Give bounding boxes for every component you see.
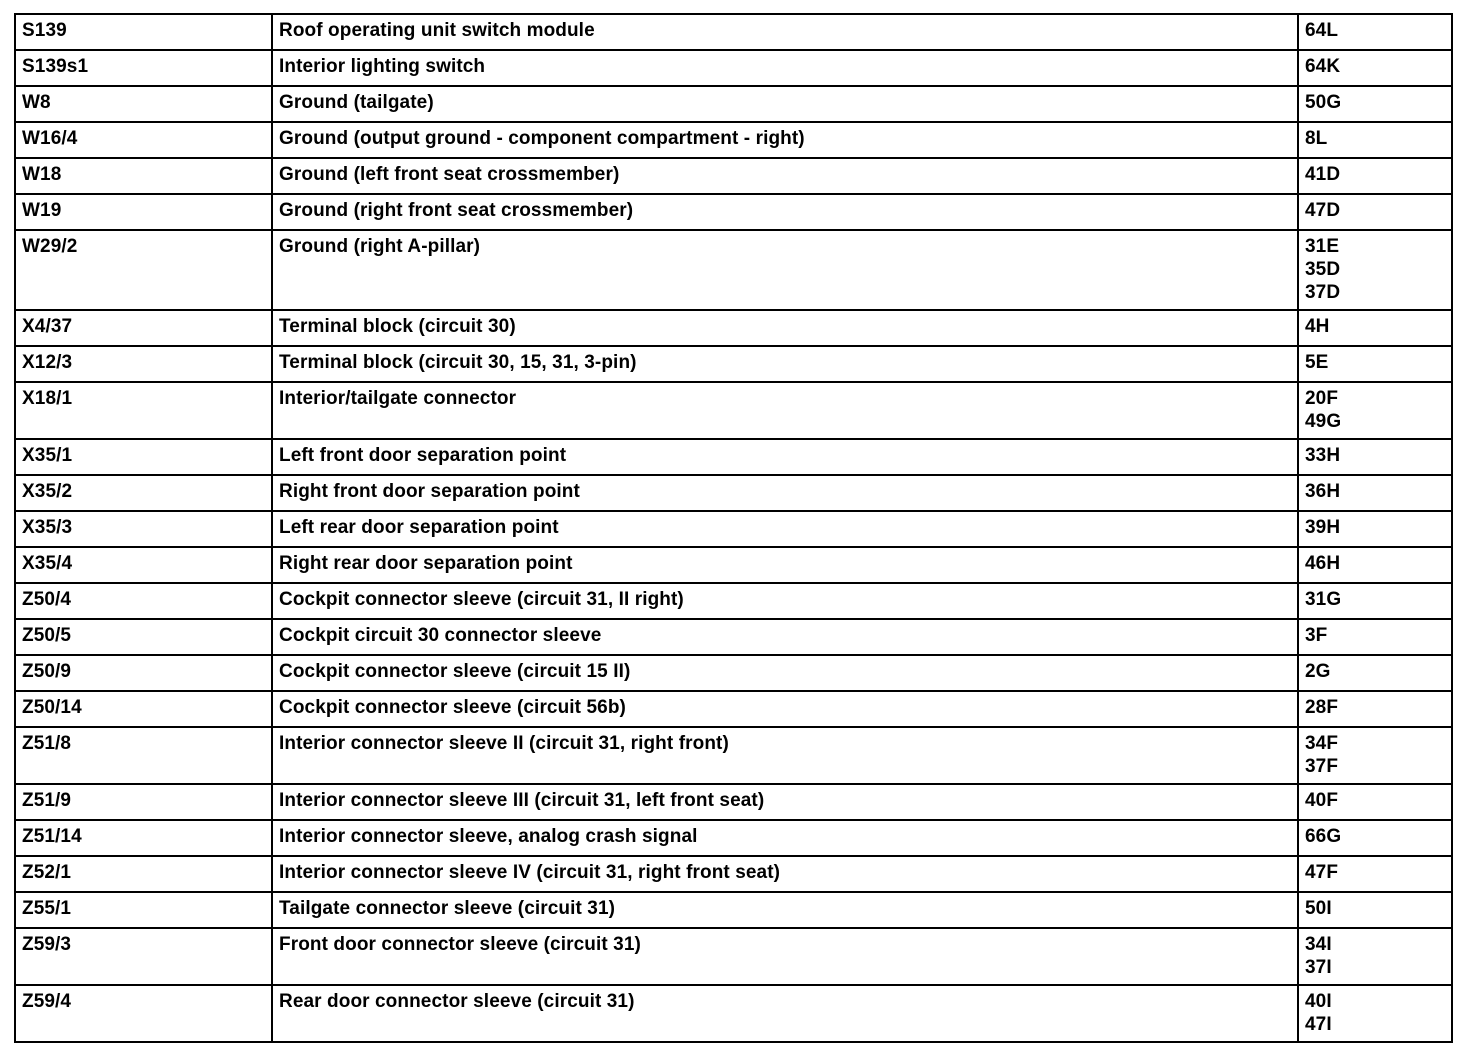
table-row (15, 230, 1452, 310)
grid-reference: 33H (1305, 445, 1341, 466)
component-description-cell: Ground (left front seat crossmember) (272, 158, 1298, 194)
component-code-cell: Z52/1 (15, 856, 272, 892)
grid-reference: 46H (1305, 553, 1341, 574)
grid-reference-cell (1298, 784, 1452, 820)
grid-reference: 2G (1305, 661, 1331, 682)
component-code-cell: Z50/9 (15, 655, 272, 691)
table-row (15, 892, 1452, 928)
grid-reference-cell (1298, 691, 1452, 727)
table-row (15, 619, 1452, 655)
grid-reference-cell (1298, 230, 1452, 310)
component-code-cell: W16/4 (15, 122, 272, 158)
component-code-cell: W18 (15, 158, 272, 194)
component-code-cell: X12/3 (15, 346, 272, 382)
table-row (15, 122, 1452, 158)
grid-reference: 64L (1305, 20, 1339, 41)
table-row (15, 547, 1452, 583)
grid-reference: 3F (1305, 625, 1328, 646)
grid-reference: 50G (1305, 92, 1342, 113)
table-row (15, 928, 1452, 985)
table-row (15, 856, 1452, 892)
grid-reference-cell (1298, 310, 1452, 346)
grid-reference-cell (1298, 346, 1452, 382)
component-description-cell: Rear door connector sleeve (circuit 31) (272, 985, 1298, 1042)
table-row (15, 985, 1452, 1042)
grid-reference-cell (1298, 820, 1452, 856)
grid-reference-cell (1298, 382, 1452, 439)
component-description-cell: Terminal block (circuit 30) (272, 310, 1298, 346)
component-code-cell: W29/2 (15, 230, 272, 310)
component-description-cell: Cockpit circuit 30 connector sleeve (272, 619, 1298, 655)
grid-reference-cell (1298, 985, 1452, 1042)
component-code-cell: S139s1 (15, 50, 272, 86)
grid-reference: 47F (1305, 862, 1339, 883)
component-code-cell: Z51/9 (15, 784, 272, 820)
grid-reference: 4H (1305, 316, 1330, 337)
component-code-cell: Z50/5 (15, 619, 272, 655)
grid-reference-cell (1298, 928, 1452, 985)
grid-reference: 34I (1305, 934, 1332, 955)
component-description-cell: Interior connector sleeve II (circuit 31, right front) (272, 727, 1298, 784)
component-description-cell: Ground (right A-pillar) (272, 230, 1298, 310)
component-code-cell: X35/2 (15, 475, 272, 511)
component-description-cell: Interior lighting switch (272, 50, 1298, 86)
grid-reference-cell (1298, 727, 1452, 784)
component-description-cell: Interior connector sleeve III (circuit 31, left front seat) (272, 784, 1298, 820)
table-row (15, 439, 1452, 475)
table-row (15, 382, 1452, 439)
grid-reference-cell (1298, 194, 1452, 230)
table-row (15, 655, 1452, 691)
table-row (15, 727, 1452, 784)
component-description-cell: Ground (tailgate) (272, 86, 1298, 122)
grid-reference-cell (1298, 619, 1452, 655)
component-description-cell: Cockpit connector sleeve (circuit 31, II right) (272, 583, 1298, 619)
grid-reference: 35D (1305, 259, 1341, 280)
component-description-cell: Left front door separation point (272, 439, 1298, 475)
component-code-cell: Z59/3 (15, 928, 272, 985)
grid-reference: 28F (1305, 697, 1339, 718)
grid-reference: 31G (1305, 589, 1342, 610)
table-row (15, 691, 1452, 727)
grid-reference-cell (1298, 439, 1452, 475)
component-description-cell: Cockpit connector sleeve (circuit 15 II) (272, 655, 1298, 691)
component-description-cell: Tailgate connector sleeve (circuit 31) (272, 892, 1298, 928)
grid-reference: 41D (1305, 164, 1341, 185)
grid-reference: 66G (1305, 826, 1342, 847)
grid-reference: 20F (1305, 388, 1339, 409)
component-description-cell: Interior connector sleeve, analog crash signal (272, 820, 1298, 856)
table-row (15, 784, 1452, 820)
grid-reference: 50I (1305, 898, 1332, 919)
grid-reference: 37I (1305, 957, 1332, 978)
table-row (15, 14, 1452, 50)
component-description-cell: Terminal block (circuit 30, 15, 31, 3-pin) (272, 346, 1298, 382)
component-code-cell: Z50/4 (15, 583, 272, 619)
component-description-cell: Roof operating unit switch module (272, 14, 1298, 50)
component-description-cell: Right rear door separation point (272, 547, 1298, 583)
grid-reference: 36H (1305, 481, 1341, 502)
grid-reference: 5E (1305, 352, 1329, 373)
grid-reference: 47D (1305, 200, 1341, 221)
grid-reference-cell (1298, 511, 1452, 547)
component-code-cell: Z55/1 (15, 892, 272, 928)
grid-reference-cell (1298, 547, 1452, 583)
component-code-cell: X35/4 (15, 547, 272, 583)
grid-reference-cell (1298, 583, 1452, 619)
grid-reference-cell (1298, 14, 1452, 50)
component-code-cell: S139 (15, 14, 272, 50)
table-row (15, 86, 1452, 122)
component-code-cell: X35/1 (15, 439, 272, 475)
component-description-cell: Cockpit connector sleeve (circuit 56b) (272, 691, 1298, 727)
component-description-cell: Left rear door separation point (272, 511, 1298, 547)
grid-reference: 40I (1305, 991, 1332, 1012)
grid-reference: 8L (1305, 128, 1328, 149)
grid-reference-cell (1298, 50, 1452, 86)
table-row (15, 346, 1452, 382)
table-row (15, 820, 1452, 856)
component-description-cell: Ground (right front seat crossmember) (272, 194, 1298, 230)
component-code-cell: X4/37 (15, 310, 272, 346)
component-code-cell: W8 (15, 86, 272, 122)
grid-reference: 40F (1305, 790, 1339, 811)
table-row (15, 511, 1452, 547)
component-code-cell: Z59/4 (15, 985, 272, 1042)
grid-reference: 37F (1305, 756, 1339, 777)
grid-reference: 47I (1305, 1014, 1332, 1035)
table-body (15, 14, 1452, 1042)
component-description-cell: Interior connector sleeve IV (circuit 31, right front seat) (272, 856, 1298, 892)
component-code-cell: W19 (15, 194, 272, 230)
grid-reference-cell (1298, 158, 1452, 194)
grid-reference-cell (1298, 856, 1452, 892)
component-description-cell: Ground (output ground - component compartment - right) (272, 122, 1298, 158)
grid-reference-cell (1298, 892, 1452, 928)
grid-reference: 31E (1305, 236, 1340, 257)
table-row (15, 475, 1452, 511)
component-code-cell: X18/1 (15, 382, 272, 439)
grid-reference-cell (1298, 122, 1452, 158)
grid-reference-cell (1298, 655, 1452, 691)
grid-reference: 64K (1305, 56, 1341, 77)
table-row (15, 194, 1452, 230)
component-description-cell: Interior/tailgate connector (272, 382, 1298, 439)
grid-reference: 37D (1305, 282, 1341, 303)
component-index-table-container (14, 13, 1451, 1043)
table-row (15, 583, 1452, 619)
component-description-cell: Right front door separation point (272, 475, 1298, 511)
table-row (15, 310, 1452, 346)
component-index-table (14, 13, 1453, 1043)
table-row (15, 50, 1452, 86)
component-code-cell: Z50/14 (15, 691, 272, 727)
grid-reference-cell (1298, 475, 1452, 511)
grid-reference: 34F (1305, 733, 1339, 754)
table-row (15, 158, 1452, 194)
grid-reference: 39H (1305, 517, 1341, 538)
grid-reference-cell (1298, 86, 1452, 122)
grid-reference: 49G (1305, 411, 1342, 432)
component-code-cell: X35/3 (15, 511, 272, 547)
component-code-cell: Z51/14 (15, 820, 272, 856)
component-code-cell: Z51/8 (15, 727, 272, 784)
component-description-cell: Front door connector sleeve (circuit 31) (272, 928, 1298, 985)
